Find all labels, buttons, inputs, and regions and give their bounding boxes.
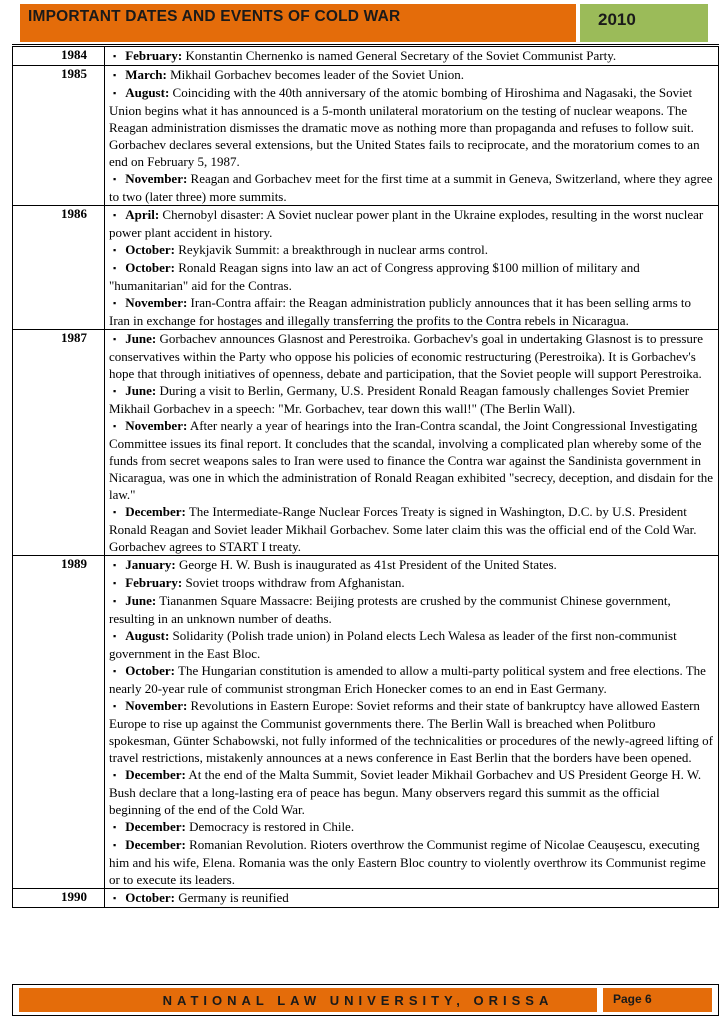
table-row (13, 206, 719, 330)
square-bullet-icon: ▪ (113, 596, 117, 606)
event-text: Konstantin Chernenko is named General Secretary of the Soviet Communist Party. (182, 48, 617, 63)
event-month: October: (125, 890, 176, 905)
event-month: November: (125, 295, 188, 310)
event-month: August: (125, 628, 170, 643)
event-month: October: (125, 260, 176, 275)
event-month: November: (125, 698, 188, 713)
events-cell (105, 47, 719, 66)
event-text: During a visit to Berlin, Germany, U.S. President Ronald Reagan famously challenges Soviet Premier Mikhail Gorbachev in a speech: "Mr. Gorbachev, tear down this wall!" (The Berlin Wall). (109, 383, 690, 416)
event-month: November: (125, 171, 188, 186)
square-bullet-icon: ▪ (113, 386, 117, 396)
event-month: December: (125, 819, 186, 834)
square-bullet-icon: ▪ (113, 263, 117, 273)
event-text: Iran-Contra affair: the Reagan administration publicly announces that it has been selling arms to Iran in exchange for hostages and illegally transferring the profits to the Contra rebels in Nicaragua. (109, 295, 692, 328)
list-item (109, 818, 714, 836)
list-item (109, 503, 714, 555)
list-item (109, 170, 714, 205)
square-bullet-icon: ▪ (113, 578, 117, 588)
event-text: Tiananmen Square Massacre: Beijing protests are crushed by the communist Chinese government, resulting in an unknown number of deaths. (109, 593, 671, 626)
event-month: June: (125, 593, 157, 608)
header-rule (12, 44, 719, 45)
list-item (109, 294, 714, 329)
table-row (13, 47, 719, 66)
list-item (109, 766, 714, 818)
events-cell (105, 206, 719, 330)
event-month: March: (125, 67, 167, 82)
event-month: June: (125, 331, 157, 346)
table-row (13, 66, 719, 206)
list-item (109, 66, 714, 84)
event-text: Chernobyl disaster: A Soviet nuclear power plant in the Ukraine explodes, resulting in the worst nuclear power plant accident in history. (109, 207, 704, 240)
event-month: August: (125, 85, 170, 100)
square-bullet-icon: ▪ (113, 174, 117, 184)
list-item (109, 662, 714, 697)
list-item (109, 84, 714, 170)
list-item (109, 259, 714, 294)
year-cell: 1986 (13, 206, 105, 330)
events-cell (105, 66, 719, 206)
table-row (13, 330, 719, 556)
event-text: Reykjavik Summit: a breakthrough in nuclear arms control. (175, 242, 489, 257)
square-bullet-icon: ▪ (113, 421, 117, 431)
event-text: The Intermediate-Range Nuclear Forces Treaty is signed in Washington, D.C. by U.S. President Ronald Reagan and Soviet leader Mikhail Gorbachev. Some later claim this was the official end of the Cold War. Gorbachev agrees to START I treaty. (109, 504, 697, 554)
square-bullet-icon: ▪ (113, 631, 117, 641)
footer-university: NATIONAL LAW UNIVERSITY, ORISSA (19, 988, 597, 1012)
footer-page-number: Page 6 (603, 988, 712, 1012)
events-cell (105, 556, 719, 889)
event-month: October: (125, 242, 176, 257)
page-footer (12, 984, 719, 1016)
list-item (109, 330, 714, 382)
list-item (109, 627, 714, 662)
event-text: Revolutions in Eastern Europe: Soviet reforms and their state of bankruptcy have allowed Eastern Europe to rise up against the Communist governments there. The Berlin Wall is breached when Politburo spokesman, Günter Schabowski, not fully informed of the technicalities or procedures of the newly-agreed lifting of travel restrictions, mistakenly announces at a news conference in East Berlin that the borders have been opened. (109, 698, 713, 765)
page-header (20, 4, 708, 42)
event-text: At the end of the Malta Summit, Soviet leader Mikhail Gorbachev and US President George H. W. Bush declare that a long-lasting era of peace has begun. Many observers regard this summit as the official beginning of the end of the Cold War. (109, 767, 702, 817)
event-month: April: (125, 207, 160, 222)
square-bullet-icon: ▪ (113, 245, 117, 255)
event-text: George H. W. Bush is inaugurated as 41st President of the United States. (175, 557, 557, 572)
event-text: Ronald Reagan signs into law an act of Congress approving $100 million of military and "humanitarian" aid for the Contras. (109, 260, 640, 293)
square-bullet-icon: ▪ (113, 507, 117, 517)
year-cell: 1984 (13, 47, 105, 66)
table-row (13, 556, 719, 889)
list-item (109, 241, 714, 259)
event-text: Romanian Revolution. Rioters overthrow the Communist regime of Nicolae Ceaușescu, executing him and his wife, Elena. Romania was the only Eastern Bloc country to violently overthrow its Communist regime or to execute its leaders. (109, 837, 706, 887)
list-item (109, 417, 714, 503)
event-text: Soviet troops withdraw from Afghanistan. (182, 575, 405, 590)
event-month: February: (125, 575, 183, 590)
year-cell: 1990 (13, 889, 105, 908)
square-bullet-icon: ▪ (113, 210, 117, 220)
event-text: Solidarity (Polish trade union) in Poland elects Lech Walesa as leader of the first non-communist government in the East Bloc. (109, 628, 677, 661)
table-row (13, 889, 719, 908)
header-title: IMPORTANT DATES AND EVENTS OF COLD WAR (20, 4, 576, 42)
event-text: Gorbachev announces Glasnost and Perestroika. Gorbachev's goal in undertaking Glasnost is to pressure conservatives within the Party who oppose his policies of economic restructuring (Perestroika). It is Gorbachev's hope that through initiatives of openness, debate and participation, that the Soviet people will support Perestroika. (109, 331, 704, 381)
list-item (109, 382, 714, 417)
event-month: January: (125, 557, 176, 572)
event-month: December: (125, 837, 186, 852)
square-bullet-icon: ▪ (113, 70, 117, 80)
year-cell: 1985 (13, 66, 105, 206)
events-cell (105, 889, 719, 908)
event-text: Reagan and Gorbachev meet for the first time at a summit in Geneva, Switzerland, where they agree to two (later three) more summits. (109, 171, 713, 204)
events-cell (105, 330, 719, 556)
square-bullet-icon: ▪ (113, 701, 117, 711)
event-text: The Hungarian constitution is amended to allow a multi-party political system and free elections. The nearly 20-year rule of communist strongman Erich Honecker comes to an end in East Germany. (109, 663, 706, 696)
events-table (12, 46, 719, 908)
list-item (109, 574, 714, 592)
list-item (109, 47, 714, 65)
event-text: Mikhail Gorbachev becomes leader of the Soviet Union. (166, 67, 464, 82)
list-item (109, 697, 714, 766)
square-bullet-icon: ▪ (113, 666, 117, 676)
year-cell: 1989 (13, 556, 105, 889)
event-month: October: (125, 663, 176, 678)
list-item (109, 592, 714, 627)
year-cell: 1987 (13, 330, 105, 556)
event-text: Coinciding with the 40th anniversary of the atomic bombing of Hiroshima and Nagasaki, the Soviet Union begins what it has announced is a 5-month unilateral moratorium on the testing of nuclear weapons. The Reagan administration dismisses the dramatic move as nothing more than propaganda and refuses to follow suit. Gorbachev declares several extensions, but the United States fails to reciprocate, and the moratorium comes to an end on February 5, 1987. (109, 85, 700, 169)
list-item (109, 836, 714, 888)
square-bullet-icon: ▪ (113, 840, 117, 850)
event-text: Germany is reunified (175, 890, 289, 905)
header-year: 2010 (580, 4, 708, 42)
event-month: June: (125, 383, 157, 398)
square-bullet-icon: ▪ (113, 334, 117, 344)
square-bullet-icon: ▪ (113, 88, 117, 98)
list-item (109, 206, 714, 241)
event-month: December: (125, 504, 186, 519)
list-item (109, 889, 714, 907)
square-bullet-icon: ▪ (113, 893, 117, 903)
event-month: February: (125, 48, 183, 63)
square-bullet-icon: ▪ (113, 770, 117, 780)
event-month: November: (125, 418, 188, 433)
list-item (109, 556, 714, 574)
event-text: After nearly a year of hearings into the Iran-Contra scandal, the Joint Congressional Investigating Committee issues its final report. It concludes that the scandal, involving a complicated plan whereby some of the funds from secret weapons sales to Iran were used to finance the Contra war against the Sandinista government in Nicaragua, was one in which the administration of Ronald Reagan exhibited "secrecy, deception, and disdain for the law." (109, 418, 714, 502)
square-bullet-icon: ▪ (113, 51, 117, 61)
square-bullet-icon: ▪ (113, 560, 117, 570)
square-bullet-icon: ▪ (113, 298, 117, 308)
event-month: December: (125, 767, 186, 782)
square-bullet-icon: ▪ (113, 822, 117, 832)
event-text: Democracy is restored in Chile. (185, 819, 355, 834)
